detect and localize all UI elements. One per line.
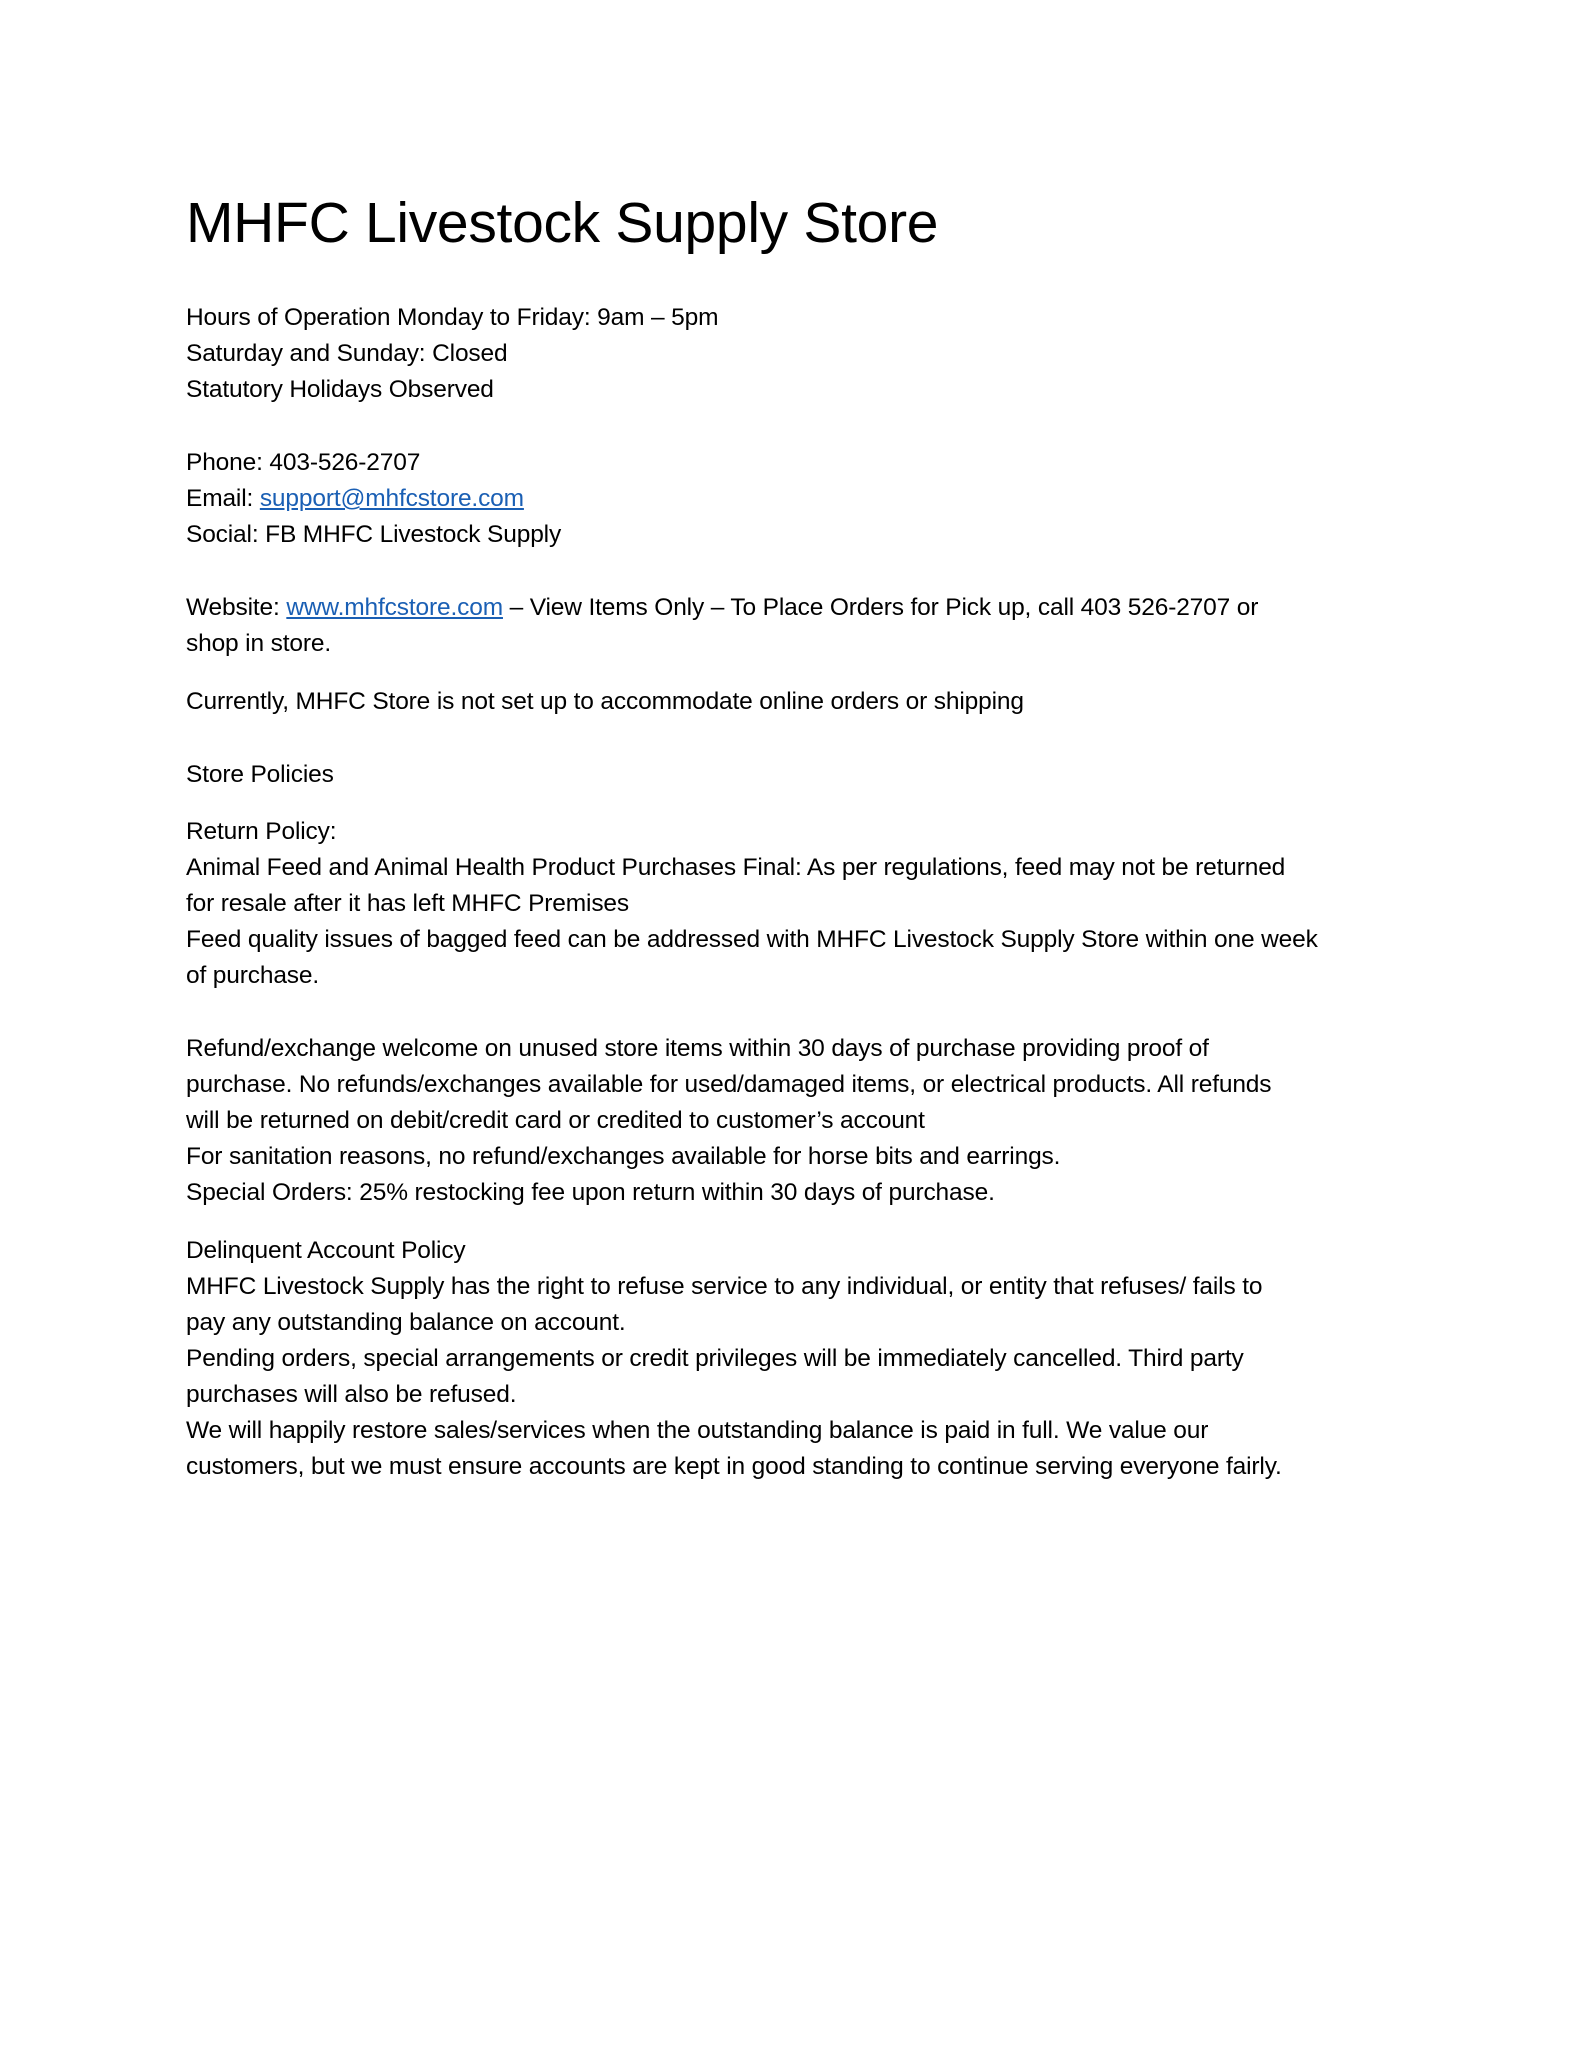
website-note: – View Items Only – To Place Orders for Pick up, call 403 526-2707 or	[502, 594, 1259, 621]
store-policies-heading: Store Policies	[186, 761, 334, 788]
hours-holidays: Statutory Holidays Observed	[186, 376, 494, 403]
return-policy-heading: Return Policy:	[186, 818, 337, 845]
online-notice: Currently, MHFC Store is not set up to accommodate online orders or shipping	[186, 688, 1024, 715]
phone-text: Phone: 403-526-2707	[186, 449, 421, 476]
delinquent-policy-line: pay any outstanding balance on account.	[186, 1309, 626, 1336]
delinquent-policy-line: We will happily restore sales/services when the outstanding balance is paid in full. We value our	[186, 1417, 1209, 1444]
page-title: MHFC Livestock Supply Store	[186, 191, 939, 255]
email-label: Email:	[186, 485, 260, 512]
return-policy-line: of purchase.	[186, 962, 320, 989]
website-link[interactable]: www.mhfcstore.com	[286, 594, 503, 621]
refund-policy-line: Refund/exchange welcome on unused store items within 30 days of purchase providing proof of	[186, 1035, 1209, 1062]
refund-policy-line: will be returned on debit/credit card or credited to customer’s account	[186, 1107, 925, 1134]
hours-weekend: Saturday and Sunday: Closed	[186, 340, 508, 367]
return-policy-line: for resale after it has left MHFC Premises	[186, 890, 629, 917]
website-label: Website:	[186, 594, 287, 621]
refund-policy-line: Special Orders: 25% restocking fee upon return within 30 days of purchase.	[186, 1179, 995, 1206]
delinquent-policy-line: customers, but we must ensure accounts are kept in good standing to continue serving everyone fairly.	[186, 1453, 1282, 1480]
delinquent-policy-heading: Delinquent Account Policy	[186, 1237, 466, 1264]
return-policy-line: Feed quality issues of bagged feed can be addressed with MHFC Livestock Supply Store within one week	[186, 926, 1318, 953]
return-policy-line: Animal Feed and Animal Health Product Purchases Final: As per regulations, feed may not be returned	[186, 854, 1286, 881]
email-line	[186, 481, 524, 517]
email-link[interactable]: support@mhfcstore.com	[259, 485, 524, 512]
refund-policy-line: For sanitation reasons, no refund/exchanges available for horse bits and earrings.	[186, 1143, 1061, 1170]
hours-weekday: Hours of Operation Monday to Friday: 9am – 5pm	[186, 304, 719, 331]
delinquent-policy-line: Pending orders, special arrangements or credit privileges will be immediately cancelled. Third party	[186, 1345, 1244, 1372]
social-text: Social: FB MHFC Livestock Supply	[186, 521, 562, 548]
website-line	[186, 590, 1258, 626]
delinquent-policy-line: MHFC Livestock Supply has the right to refuse service to any individual, or entity that refuses/ fails to	[186, 1273, 1263, 1300]
website-note-continued: shop in store.	[186, 630, 331, 657]
refund-policy-line: purchase. No refunds/exchanges available for used/damaged items, or electrical products. All refunds	[186, 1071, 1272, 1098]
delinquent-policy-line: purchases will also be refused.	[186, 1381, 517, 1408]
